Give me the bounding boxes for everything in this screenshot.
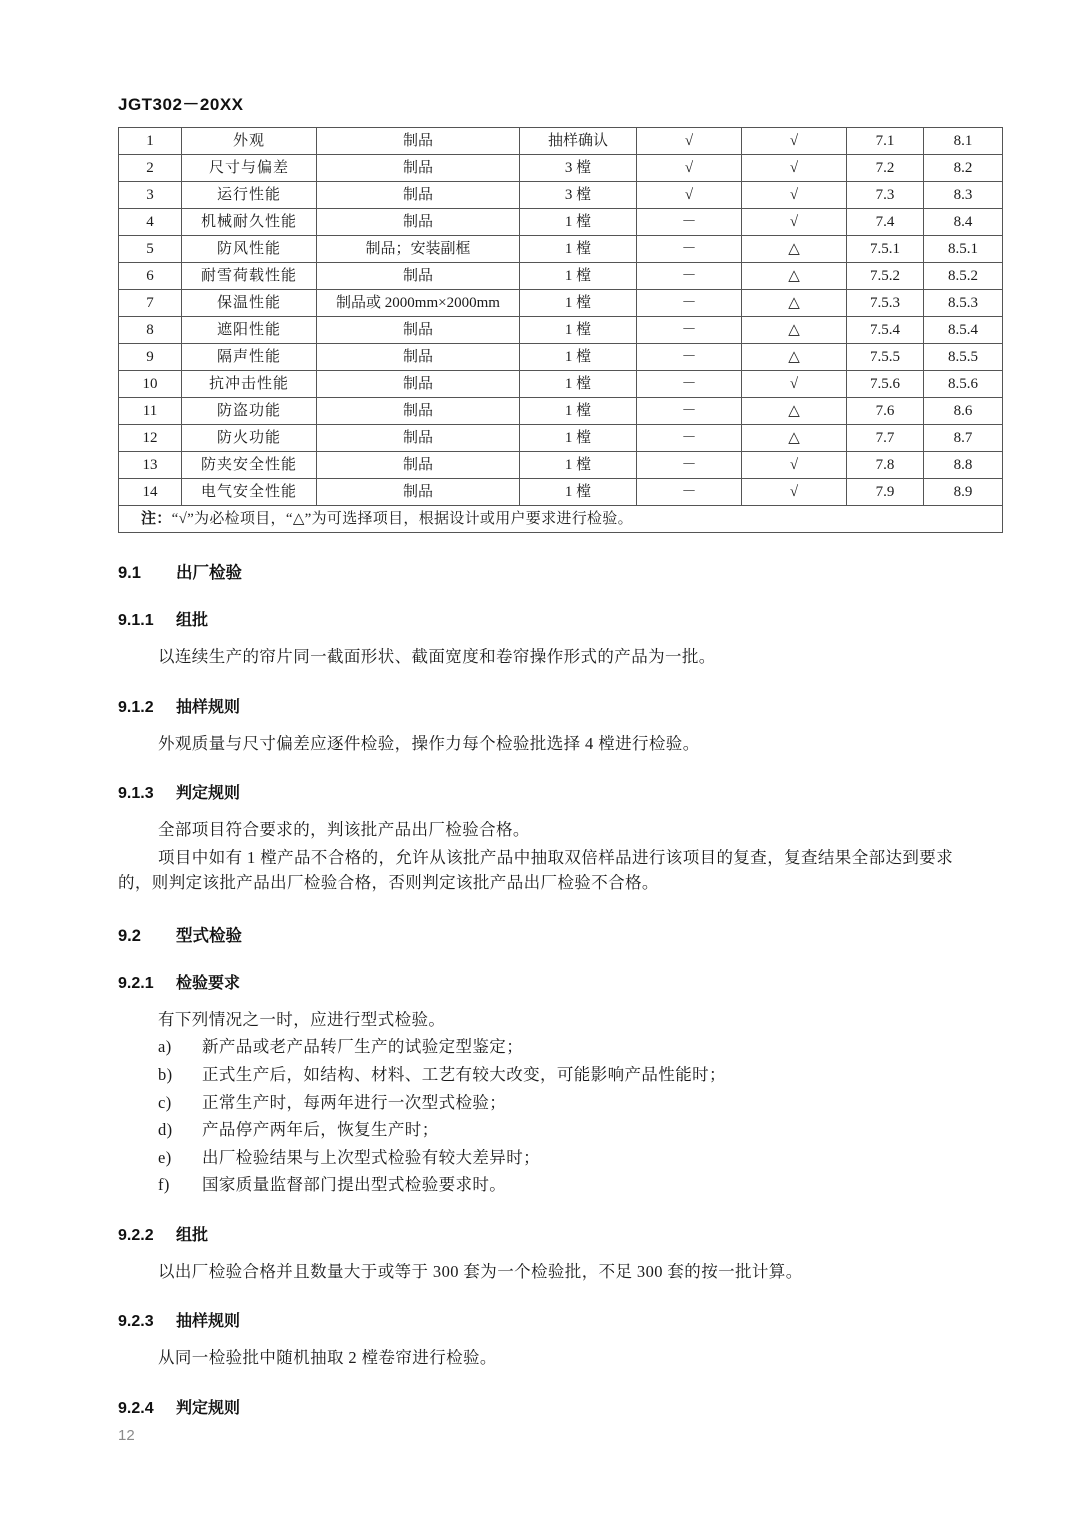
cell-method-clause: 8.3 — [924, 182, 1003, 209]
list-item — [118, 1034, 962, 1060]
cell-method-clause: 8.5.6 — [924, 371, 1003, 398]
section-number: 9.1 — [118, 564, 141, 582]
cell-item: 外观 — [182, 128, 317, 155]
table-row — [119, 371, 1003, 398]
section-number: 9.2 — [118, 926, 141, 945]
cell-factory-test: － — [637, 209, 742, 236]
cell-method-clause: 8.1 — [924, 128, 1003, 155]
cell-method-clause: 8.2 — [924, 155, 1003, 182]
paragraph-9-1-2: 外观质量与尺寸偏差应逐件检验，操作力每个检验批选择 4 樘进行检验。 — [158, 733, 700, 753]
cell-item: 防风性能 — [182, 236, 317, 263]
cell-factory-test: － — [637, 371, 742, 398]
cell-quantity: 1 樘 — [520, 479, 637, 506]
cell-quantity: 1 樘 — [520, 317, 637, 344]
section-heading-9-1-1 — [118, 607, 962, 630]
section-title: 抽样规则 — [176, 1313, 241, 1331]
section-heading-9-2-3 — [118, 1308, 962, 1331]
table-row — [119, 182, 1003, 209]
cell-method-clause: 8.6 — [924, 398, 1003, 425]
cell-sample: 制品 — [317, 479, 520, 506]
list-item-label: f) — [158, 1175, 170, 1195]
cell-no: 3 — [119, 182, 182, 209]
table-row — [119, 398, 1003, 425]
cell-requirement-clause: 7.1 — [847, 128, 924, 155]
cell-no: 12 — [119, 425, 182, 452]
list-item — [118, 1062, 962, 1088]
cell-no: 10 — [119, 371, 182, 398]
cell-factory-test: √ — [637, 155, 742, 182]
paragraph-9-1-3-b: 项目中如有 1 樘产品不合格的，允许从该批产品中抽取双倍样品进行该项目的复查，复查结果全部达到要求的，则判定该批产品出厂检验合格，否则判定该批产品出厂检验不合格。 — [118, 847, 954, 893]
cell-item: 电气安全性能 — [182, 479, 317, 506]
table-row — [119, 128, 1003, 155]
cell-sample: 制品 — [317, 155, 520, 182]
cell-no: 2 — [119, 155, 182, 182]
cell-method-clause: 8.5.2 — [924, 263, 1003, 290]
cell-type-test: √ — [742, 452, 847, 479]
cell-type-test: √ — [742, 128, 847, 155]
cell-type-test: △ — [742, 317, 847, 344]
section-title: 判定规则 — [176, 785, 241, 803]
cell-factory-test: － — [637, 452, 742, 479]
cell-factory-test: － — [637, 263, 742, 290]
cell-item: 机械耐久性能 — [182, 209, 317, 236]
cell-no: 9 — [119, 344, 182, 371]
cell-sample: 制品或 2000mm×2000mm — [317, 290, 520, 317]
list-item-label: b) — [158, 1064, 173, 1084]
cell-item: 防火功能 — [182, 425, 317, 452]
cell-requirement-clause: 7.9 — [847, 479, 924, 506]
cell-requirement-clause: 7.3 — [847, 182, 924, 209]
paragraph-9-2-3: 从同一检验批中随机抽取 2 樘卷帘进行检验。 — [158, 1348, 497, 1368]
section-heading-9-2-2 — [118, 1222, 962, 1245]
cell-requirement-clause: 7.5.2 — [847, 263, 924, 290]
cell-factory-test: √ — [637, 128, 742, 155]
inspection-items-table — [118, 127, 1003, 533]
cell-method-clause: 8.5.4 — [924, 317, 1003, 344]
cell-quantity: 3 樘 — [520, 155, 637, 182]
cell-item: 遮阳性能 — [182, 317, 317, 344]
cell-type-test: △ — [742, 290, 847, 317]
cell-type-test: √ — [742, 371, 847, 398]
table-body — [119, 128, 1003, 533]
cell-quantity: 1 樘 — [520, 236, 637, 263]
table-row — [119, 425, 1003, 452]
section-heading-9-1-2 — [118, 694, 962, 717]
list-item-label: c) — [158, 1092, 172, 1112]
cell-quantity: 1 樘 — [520, 263, 637, 290]
cell-factory-test: － — [637, 317, 742, 344]
cell-item: 防盗功能 — [182, 398, 317, 425]
list-item-text: 出厂检验结果与上次型式检验有较大差异时； — [202, 1147, 540, 1167]
section-number: 9.1.2 — [118, 698, 154, 716]
table-row — [119, 344, 1003, 371]
table-row — [119, 236, 1003, 263]
cell-factory-test: － — [637, 344, 742, 371]
cell-quantity: 1 樘 — [520, 290, 637, 317]
cell-method-clause: 8.5.3 — [924, 290, 1003, 317]
section-title: 检验要求 — [176, 974, 241, 992]
cell-factory-test: － — [637, 479, 742, 506]
cell-item: 隔声性能 — [182, 344, 317, 371]
cell-quantity: 1 樘 — [520, 344, 637, 371]
cell-item: 防夹安全性能 — [182, 452, 317, 479]
cell-no: 1 — [119, 128, 182, 155]
cell-type-test: √ — [742, 479, 847, 506]
section-number: 9.2.3 — [118, 1313, 154, 1331]
cell-type-test: √ — [742, 182, 847, 209]
paragraph-9-1-3-a: 全部项目符合要求的，判该批产品出厂检验合格。 — [158, 820, 530, 840]
list-item — [118, 1145, 962, 1171]
table-row — [119, 290, 1003, 317]
section-heading-9-2-4 — [118, 1395, 962, 1418]
section-number: 9.2.2 — [118, 1226, 154, 1244]
cell-factory-test: － — [637, 425, 742, 452]
cell-requirement-clause: 7.4 — [847, 209, 924, 236]
cell-requirement-clause: 7.6 — [847, 398, 924, 425]
table-note-text: “√”为必检项目，“△”为可选择项目，根据设计或用户要求进行检验。 — [171, 510, 633, 527]
section-title: 型式检验 — [176, 926, 242, 945]
paragraph-9-1-1: 以连续生产的帘片同一截面形状、截面宽度和卷帘操作形式的产品为一批。 — [158, 647, 716, 666]
cell-requirement-clause: 7.2 — [847, 155, 924, 182]
cell-type-test: △ — [742, 425, 847, 452]
cell-quantity: 3 樘 — [520, 182, 637, 209]
cell-factory-test: － — [637, 236, 742, 263]
cell-sample: 制品 — [317, 371, 520, 398]
section-title: 抽样规则 — [176, 698, 241, 716]
cell-requirement-clause: 7.5.1 — [847, 236, 924, 263]
cell-sample: 制品 — [317, 425, 520, 452]
cell-no: 7 — [119, 290, 182, 317]
cell-requirement-clause: 7.7 — [847, 425, 924, 452]
cell-item: 保温性能 — [182, 290, 317, 317]
cell-sample: 制品 — [317, 182, 520, 209]
list-item-label: d) — [158, 1120, 173, 1140]
cell-requirement-clause: 7.5.6 — [847, 371, 924, 398]
paragraph-9-2-2: 以出厂检验合格并且数量大于或等于 300 套为一个检验批，不足 300 套的按一批计算。 — [158, 1261, 803, 1281]
cell-sample: 制品 — [317, 452, 520, 479]
page-header: JGT302－20XX — [118, 95, 244, 114]
list-item-text: 产品停产两年后，恢复生产时； — [202, 1120, 439, 1140]
list-item-text: 正式生产后，如结构、材料、工艺有较大改变，可能影响产品性能时； — [202, 1064, 726, 1084]
section-number: 9.1.3 — [118, 785, 154, 803]
cell-sample: 制品 — [317, 344, 520, 371]
cell-requirement-clause: 7.5.5 — [847, 344, 924, 371]
cell-method-clause: 8.8 — [924, 452, 1003, 479]
cell-no: 14 — [119, 479, 182, 506]
cell-method-clause: 8.5.1 — [924, 236, 1003, 263]
list-item — [118, 1090, 962, 1116]
cell-no: 8 — [119, 317, 182, 344]
cell-quantity: 抽样确认 — [520, 128, 637, 155]
cell-item: 抗冲击性能 — [182, 371, 317, 398]
cell-type-test: △ — [742, 344, 847, 371]
cell-no: 4 — [119, 209, 182, 236]
cell-factory-test: － — [637, 398, 742, 425]
section-heading-9-2 — [118, 922, 962, 946]
cell-item: 尺寸与偏差 — [182, 155, 317, 182]
section-title: 判定规则 — [176, 1399, 241, 1417]
cell-type-test: √ — [742, 155, 847, 182]
section-heading-9-2-1 — [118, 970, 962, 993]
list-item — [118, 1117, 962, 1143]
list-item-text: 正常生产时，每两年进行一次型式检验； — [202, 1092, 507, 1112]
cell-no: 11 — [119, 398, 182, 425]
cell-sample: 制品 — [317, 317, 520, 344]
list-item-label: a) — [158, 1037, 172, 1057]
table-row — [119, 263, 1003, 290]
cell-sample: 制品 — [317, 263, 520, 290]
cell-type-test: △ — [742, 263, 847, 290]
table-note-row — [119, 506, 1003, 533]
table-row — [119, 452, 1003, 479]
cell-sample: 制品 — [317, 209, 520, 236]
section-heading-9-1 — [118, 559, 962, 583]
list-item-label: e) — [158, 1147, 172, 1167]
cell-no: 6 — [119, 263, 182, 290]
cell-quantity: 1 樘 — [520, 425, 637, 452]
cell-item: 运行性能 — [182, 182, 317, 209]
type-test-conditions-list — [118, 1034, 962, 1197]
cell-item: 耐雪荷载性能 — [182, 263, 317, 290]
list-item-text: 新产品或老产品转厂生产的试验定型鉴定； — [202, 1037, 524, 1057]
table-row — [119, 209, 1003, 236]
cell-sample: 制品；安装副框 — [317, 236, 520, 263]
cell-quantity: 1 樘 — [520, 209, 637, 236]
section-title: 出厂检验 — [176, 564, 242, 582]
cell-quantity: 1 樘 — [520, 371, 637, 398]
cell-factory-test: － — [637, 290, 742, 317]
page-number: 12 — [118, 1427, 135, 1444]
cell-factory-test: √ — [637, 182, 742, 209]
section-title: 组批 — [176, 1226, 209, 1244]
cell-requirement-clause: 7.5.3 — [847, 290, 924, 317]
cell-type-test: △ — [742, 398, 847, 425]
list-item — [118, 1172, 962, 1198]
table-note-label: 注： — [141, 510, 172, 527]
cell-type-test: △ — [742, 236, 847, 263]
table-note — [119, 506, 1003, 533]
paragraph-9-2-1: 有下列情况之一时，应进行型式检验。 — [158, 1009, 446, 1029]
cell-no: 5 — [119, 236, 182, 263]
section-title: 组批 — [176, 612, 209, 629]
section-number: 9.2.4 — [118, 1399, 154, 1417]
cell-method-clause: 8.4 — [924, 209, 1003, 236]
cell-method-clause: 8.9 — [924, 479, 1003, 506]
cell-sample: 制品 — [317, 128, 520, 155]
table-row — [119, 479, 1003, 506]
table-row — [119, 155, 1003, 182]
cell-requirement-clause: 7.8 — [847, 452, 924, 479]
cell-method-clause: 8.5.5 — [924, 344, 1003, 371]
cell-quantity: 1 樘 — [520, 398, 637, 425]
cell-method-clause: 8.7 — [924, 425, 1003, 452]
section-heading-9-1-3 — [118, 780, 962, 803]
cell-sample: 制品 — [317, 398, 520, 425]
section-number: 9.2.1 — [118, 974, 154, 992]
cell-no: 13 — [119, 452, 182, 479]
cell-requirement-clause: 7.5.4 — [847, 317, 924, 344]
cell-type-test: √ — [742, 209, 847, 236]
section-number: 9.1.1 — [118, 612, 154, 629]
cell-quantity: 1 樘 — [520, 452, 637, 479]
table-row — [119, 317, 1003, 344]
list-item-text: 国家质量监督部门提出型式检验要求时。 — [202, 1175, 507, 1195]
